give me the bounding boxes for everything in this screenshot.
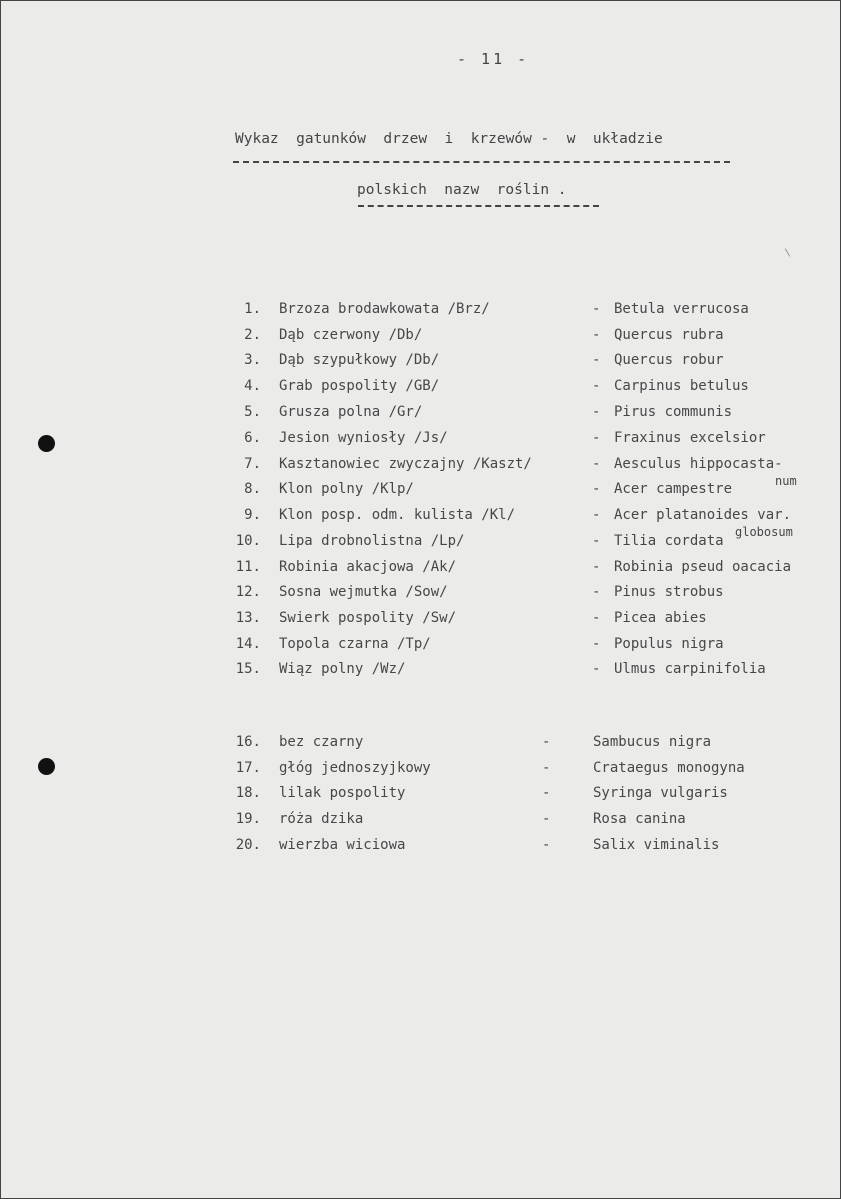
latin-name: Ulmus carpinifolia xyxy=(614,661,766,677)
polish-name: Dąb czerwony /Db/ xyxy=(279,327,423,343)
latin-name: Salix viminalis xyxy=(593,837,720,853)
list-item xyxy=(1,378,841,402)
title-line-1: Wykaz gatunków drzew i krzewów - w układzie xyxy=(235,131,663,147)
polish-name: Grab pospolity /GB/ xyxy=(279,378,440,394)
polish-name: Lipa drobnolistna /Lp/ xyxy=(279,533,465,549)
latin-name: Rosa canina xyxy=(593,811,686,827)
latin-name: Populus nigra xyxy=(614,636,724,652)
dash-separator: - xyxy=(592,378,601,394)
polish-name: Sosna wejmutka /Sow/ xyxy=(279,584,448,600)
latin-name: Fraxinus excelsior xyxy=(614,430,766,446)
polish-name: wierzba wiciowa xyxy=(279,837,406,853)
item-number: 8. xyxy=(244,481,261,497)
item-number: 1. xyxy=(244,301,261,317)
latin-continuation-globosum: globosum xyxy=(735,525,793,539)
polish-name: Klon polny /Klp/ xyxy=(279,481,414,497)
title-line-2: polskich nazw roślin . xyxy=(357,182,567,198)
list-item xyxy=(1,481,841,505)
list-item xyxy=(1,661,841,685)
dash-separator: - xyxy=(592,327,601,343)
list-item xyxy=(1,785,841,809)
dash-separator: - xyxy=(592,301,601,317)
item-number: 15. xyxy=(235,661,261,677)
list-item xyxy=(1,559,841,583)
item-number: 3. xyxy=(244,352,261,368)
dash-separator: - xyxy=(542,760,551,776)
page-number: - 11 - xyxy=(457,50,530,68)
polish-name: Kasztanowiec zwyczajny /Kaszt/ xyxy=(279,456,532,472)
latin-name: Quercus rubra xyxy=(614,327,724,343)
list-item xyxy=(1,533,841,557)
dash-separator: - xyxy=(592,404,601,420)
item-number: 17. xyxy=(235,760,261,776)
latin-name: Quercus robur xyxy=(614,352,724,368)
item-number: 16. xyxy=(235,734,261,750)
dash-separator: - xyxy=(592,481,601,497)
dash-separator: - xyxy=(592,430,601,446)
list-item xyxy=(1,301,841,325)
item-number: 19. xyxy=(235,811,261,827)
dash-separator: - xyxy=(592,456,601,472)
polish-name: Klon posp. odm. kulista /Kl/ xyxy=(279,507,516,523)
item-number: 7. xyxy=(244,456,261,472)
latin-name: Acer platanoides var. xyxy=(614,507,792,523)
polish-name: Brzoza brodawkowata /Brz/ xyxy=(279,301,490,317)
polish-name: Swierk pospolity /Sw/ xyxy=(279,610,457,626)
list-item xyxy=(1,507,841,531)
polish-name: głóg jednoszyjkowy xyxy=(279,760,431,776)
item-number: 10. xyxy=(235,533,261,549)
list-item xyxy=(1,404,841,428)
dash-separator: - xyxy=(592,533,601,549)
dash-separator: - xyxy=(592,636,601,652)
polish-name: róża dzika xyxy=(279,811,364,827)
latin-name: Picea abies xyxy=(614,610,707,626)
item-number: 12. xyxy=(235,584,261,600)
item-number: 9. xyxy=(244,507,261,523)
list-item xyxy=(1,584,841,608)
latin-name: Carpinus betulus xyxy=(614,378,749,394)
dash-separator: - xyxy=(542,785,551,801)
dash-separator: - xyxy=(542,811,551,827)
dash-separator: - xyxy=(592,559,601,575)
item-number: 13. xyxy=(235,610,261,626)
dash-separator: - xyxy=(592,584,601,600)
list-item xyxy=(1,837,841,861)
dash-separator: - xyxy=(542,734,551,750)
dash-separator: - xyxy=(592,610,601,626)
latin-name: Aesculus hippocasta- xyxy=(614,456,783,472)
list-item xyxy=(1,327,841,351)
item-number: 20. xyxy=(235,837,261,853)
polish-name: Robinia akacjowa /Ak/ xyxy=(279,559,457,575)
polish-name: Dąb szypułkowy /Db/ xyxy=(279,352,440,368)
latin-name: Syringa vulgaris xyxy=(593,785,728,801)
item-number: 18. xyxy=(235,785,261,801)
polish-name: lilak pospolity xyxy=(279,785,406,801)
list-item xyxy=(1,760,841,784)
polish-name: Topola czarna /Tp/ xyxy=(279,636,431,652)
dash-separator: - xyxy=(542,837,551,853)
item-number: 14. xyxy=(235,636,261,652)
dash-separator: - xyxy=(592,352,601,368)
list-item xyxy=(1,636,841,660)
polish-name: Grusza polna /Gr/ xyxy=(279,404,423,420)
latin-name: Pinus strobus xyxy=(614,584,724,600)
polish-name: bez czarny xyxy=(279,734,364,750)
latin-continuation-num: num xyxy=(775,474,797,488)
paper-mark xyxy=(785,248,790,256)
polish-name: Jesion wyniosły /Js/ xyxy=(279,430,448,446)
polish-name: Wiąz polny /Wz/ xyxy=(279,661,406,677)
latin-name: Acer campestre xyxy=(614,481,733,497)
list-item xyxy=(1,811,841,835)
latin-name: Tilia cordata xyxy=(614,533,724,549)
latin-name: Crataegus monogyna xyxy=(593,760,745,776)
list-item xyxy=(1,734,841,758)
item-number: 5. xyxy=(244,404,261,420)
dash-separator: - xyxy=(592,507,601,523)
item-number: 4. xyxy=(244,378,261,394)
list-item xyxy=(1,430,841,454)
list-item xyxy=(1,352,841,376)
latin-name: Sambucus nigra xyxy=(593,734,712,750)
title-underline-2 xyxy=(358,205,599,207)
list-item xyxy=(1,610,841,634)
latin-name: Pirus communis xyxy=(614,404,733,420)
list-item xyxy=(1,456,841,480)
latin-name: Betula verrucosa xyxy=(614,301,749,317)
title-underline-1 xyxy=(233,161,730,163)
latin-name: Robinia pseud oacacia xyxy=(614,559,792,575)
item-number: 2. xyxy=(244,327,261,343)
item-number: 6. xyxy=(244,430,261,446)
dash-separator: - xyxy=(592,661,601,677)
item-number: 11. xyxy=(235,559,261,575)
